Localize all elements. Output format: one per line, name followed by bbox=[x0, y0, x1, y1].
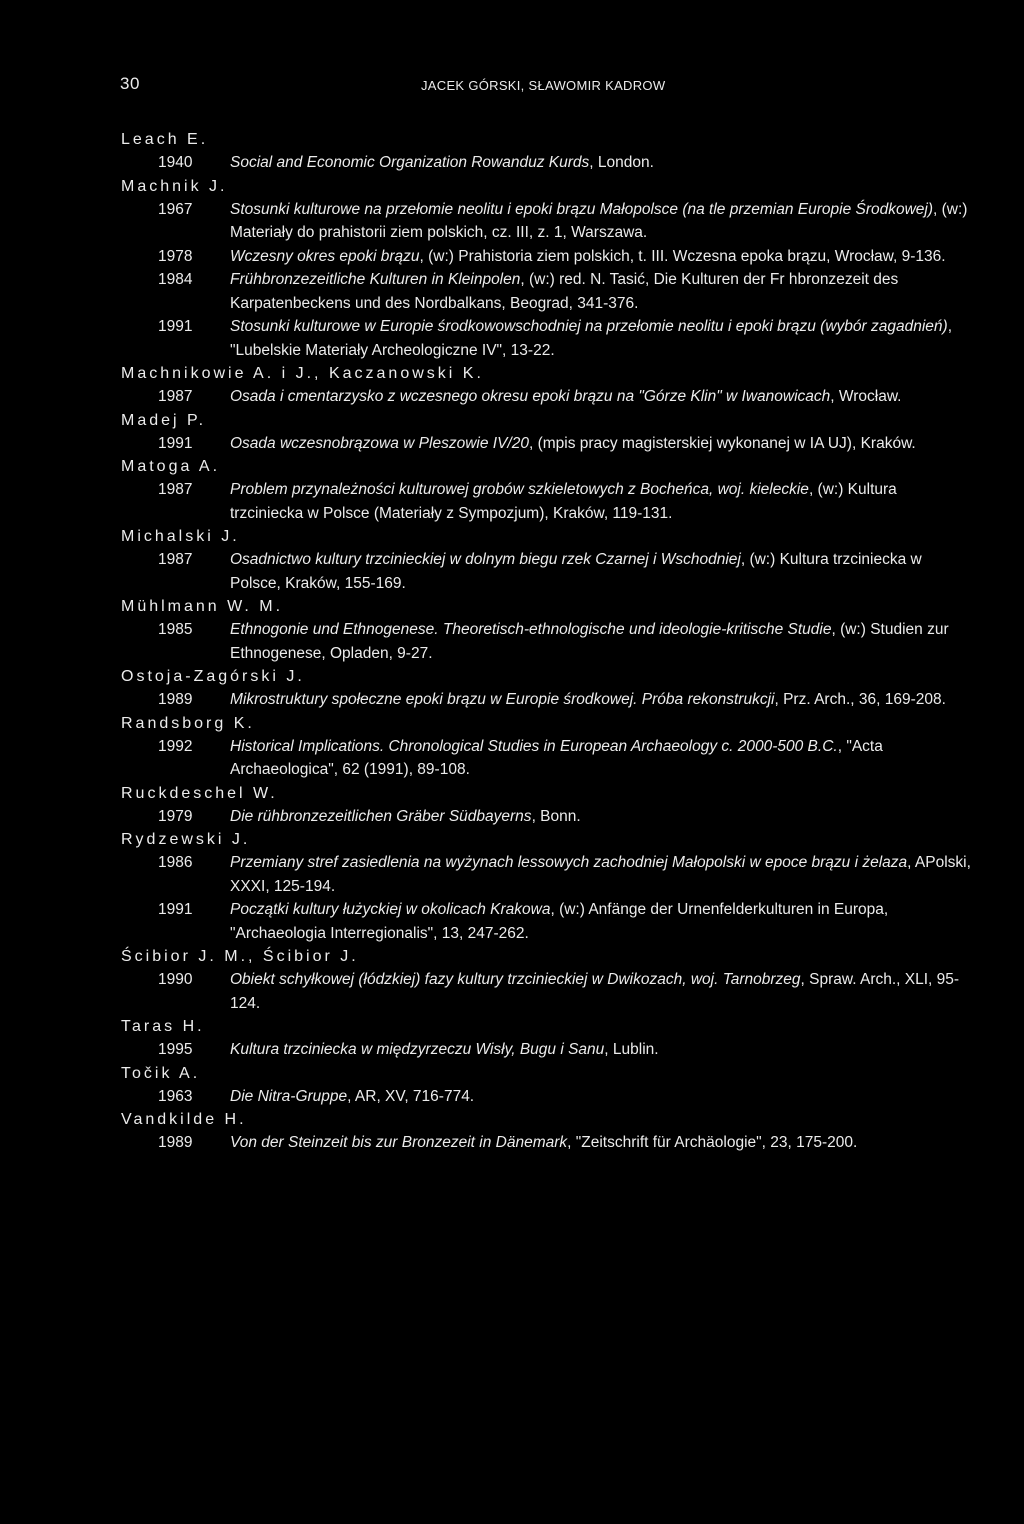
entry-title: Początki kultury łużyckiej w okolicach Krakowa bbox=[230, 901, 551, 918]
bib-author: Mühlmann W. M. bbox=[121, 598, 284, 615]
entry-year: 1989 bbox=[158, 1134, 193, 1151]
entry-text bbox=[230, 968, 971, 1015]
bib-author: Taras H. bbox=[121, 1018, 205, 1035]
entry-text bbox=[230, 245, 971, 269]
entry-year: 1940 bbox=[158, 154, 193, 171]
bib-author: Vandkilde H. bbox=[121, 1111, 247, 1128]
entry-text bbox=[230, 548, 971, 595]
entry-title: Kultura trzciniecka w międzyrzeczu Wisły, Bugu i Sanu bbox=[230, 1041, 605, 1058]
bib-author: Machnikowie A. i J., Kaczanowski K. bbox=[121, 365, 484, 382]
running-head: JACEK GÓRSKI, SŁAWOMIR KADROW bbox=[421, 78, 666, 93]
entry-title: Osada wczesnobrązowa w Pleszowie IV/20 bbox=[230, 434, 529, 452]
entry-text bbox=[230, 1131, 971, 1155]
bib-entry bbox=[121, 618, 971, 665]
bib-entry bbox=[121, 198, 971, 245]
bib-entry bbox=[121, 151, 971, 175]
entry-title: Stosunki kulturowe w Europie środkowowschodniej na przełomie neolitu i epoki brązu (wybór zagadnień) bbox=[230, 318, 948, 335]
entry-text bbox=[230, 851, 971, 898]
entry-year: 1992 bbox=[158, 737, 193, 755]
bib-entry bbox=[121, 548, 971, 595]
entry-year: 1989 bbox=[158, 691, 193, 708]
entry-title: Osadnictwo kultury trzcinieckiej w dolnym biegu rzek Czarnej i Wschodniej bbox=[230, 551, 741, 568]
bib-author: Madej P. bbox=[121, 411, 207, 429]
bib-entry bbox=[121, 1085, 971, 1109]
entry-year: 1987 bbox=[158, 551, 193, 568]
bibliography bbox=[121, 128, 971, 1155]
bib-author: Matoga A. bbox=[121, 458, 221, 475]
entry-details: , "Zeitschrift für Archäologie", 23, 175-200. bbox=[567, 1134, 858, 1151]
entry-text bbox=[230, 478, 971, 525]
entry-details: , London. bbox=[589, 154, 654, 171]
bib-author: Leach E. bbox=[121, 131, 209, 148]
bib-entry bbox=[121, 1038, 971, 1062]
bib-entry bbox=[121, 688, 971, 712]
entry-details: , "Lubelskie Materiały Archeologiczne IV", 13-22. bbox=[230, 318, 952, 359]
entry-title: Osada i cmentarzysko z wczesnego okresu epoki brązu na "Górze Klin" w Iwanowicach bbox=[230, 388, 831, 405]
bib-author: Rydzewski J. bbox=[121, 831, 251, 848]
entry-year: 1967 bbox=[158, 200, 193, 218]
entry-details: , (w:) Kultura trzciniecka w Polsce, Kraków, 155-169. bbox=[230, 551, 922, 592]
page-number: 30 bbox=[120, 74, 140, 93]
entry-text bbox=[230, 432, 971, 456]
entry-year: 1979 bbox=[158, 807, 193, 825]
entry-year: 1963 bbox=[158, 1087, 193, 1105]
entry-details: , Wrocław. bbox=[830, 388, 902, 405]
entry-title: Von der Steinzeit bis zur Bronzezeit in Dänemark bbox=[230, 1134, 568, 1151]
bib-entry bbox=[121, 1131, 971, 1155]
entry-title: Historical Implications. Chronological Studies in European Archaeology c. 2000-500 B.C. bbox=[230, 737, 838, 755]
entry-details: , (w:) Studien zur Ethnogenese, Opladen, 9-27. bbox=[230, 621, 949, 662]
entry-year: 1991 bbox=[158, 318, 193, 335]
entry-text bbox=[230, 805, 971, 829]
entry-title: Die Nitra-Gruppe bbox=[230, 1087, 348, 1105]
entry-text bbox=[230, 618, 971, 665]
entry-details: , (w:) Kultura trzciniecka w Polsce (Materiały z Sympozjum), Kraków, 119-131. bbox=[230, 481, 897, 522]
entry-details: , (w:) Materiały do prahistorii ziem polskich, cz. III, z. 1, Warszawa. bbox=[230, 200, 968, 241]
bib-entry bbox=[121, 805, 971, 829]
entry-text bbox=[230, 1085, 971, 1109]
entry-year: 1991 bbox=[158, 434, 193, 452]
bib-author: Ścibior J. M., Ścibior J. bbox=[121, 948, 359, 965]
entry-title: Stosunki kulturowe na przełomie neolitu i epoki brązu Małopolsce (na tle przemian Europie Środkowej) bbox=[230, 200, 934, 218]
bib-author: Randsborg K. bbox=[121, 714, 255, 732]
bib-author: Ruckdeschel W. bbox=[121, 784, 278, 802]
entry-text bbox=[230, 151, 971, 175]
entry-year: 1978 bbox=[158, 247, 193, 265]
bib-author: Machnik J. bbox=[121, 177, 228, 195]
entry-details: , (w:) Prahistoria ziem polskich, t. III. Wczesna epoka brązu, Wrocław, 9-136. bbox=[419, 247, 946, 265]
entry-details: , AR, XV, 716-774. bbox=[347, 1087, 475, 1105]
bib-entry bbox=[121, 478, 971, 525]
entry-title: Problem przynależności kulturowej grobów szkieletowych z Bocheńca, woj. kieleckie bbox=[230, 481, 809, 498]
entry-title: Frühbronzezeitliche Kulturen in Kleinpolen bbox=[230, 271, 521, 288]
entry-year: 1987 bbox=[158, 481, 193, 498]
entry-year: 1986 bbox=[158, 854, 193, 871]
entry-title: Ethnogonie und Ethnogenese. Theoretisch-ethnologische und ideologie-kritische Studie bbox=[230, 621, 832, 638]
bib-author: Michalski J. bbox=[121, 528, 240, 545]
entry-details: , APolski, XXXI, 125-194. bbox=[230, 854, 971, 895]
entry-text bbox=[230, 385, 971, 409]
entry-text bbox=[230, 688, 971, 712]
entry-year: 1984 bbox=[158, 271, 193, 288]
entry-year: 1987 bbox=[158, 388, 193, 405]
entry-details: , Bonn. bbox=[531, 807, 581, 825]
bib-entry bbox=[121, 432, 971, 456]
entry-details: , (w:) red. N. Tasić, Die Kulturen der Fr hbronzezeit des Karpatenbeckens und des Nordbalkans, Beograd, 341-376. bbox=[230, 271, 899, 312]
entry-year: 1995 bbox=[158, 1041, 193, 1058]
entry-year: 1990 bbox=[158, 971, 193, 988]
bib-entry bbox=[121, 735, 971, 782]
entry-details: , Lublin. bbox=[604, 1041, 659, 1058]
entry-text bbox=[230, 1038, 971, 1062]
entry-details: , (mpis pracy magisterskiej wykonanej w IA UJ), Kraków. bbox=[528, 434, 916, 452]
entry-title: Obiekt schyłkowej (łódzkiej) fazy kultury trzcinieckiej w Dwikozach, woj. Tarnobrzeg bbox=[230, 971, 801, 988]
bib-author: Ostoja-Zagórski J. bbox=[121, 668, 305, 685]
bib-entry bbox=[121, 898, 971, 945]
entry-details: , Prz. Arch., 36, 169-208. bbox=[774, 691, 946, 708]
entry-details: , (w:) Anfänge der Urnenfelderkulturen in Europa, "Archaeologia Interregionalis", 13, 247-262. bbox=[230, 901, 889, 942]
entry-title: Die rühbronzezeitlichen Gräber Südbayerns bbox=[230, 807, 532, 825]
bib-entry bbox=[121, 268, 971, 315]
entry-text bbox=[230, 898, 971, 945]
entry-title: Mikrostruktury społeczne epoki brązu w Europie środkowej. Próba rekonstrukcji bbox=[230, 691, 775, 708]
entry-year: 1985 bbox=[158, 621, 193, 638]
entry-year: 1991 bbox=[158, 901, 193, 918]
entry-title: Social and Economic Organization Rowanduz Kurds bbox=[230, 154, 590, 171]
bib-entry bbox=[121, 851, 971, 898]
bib-entry bbox=[121, 968, 971, 1015]
bib-entry bbox=[121, 245, 971, 269]
bib-entry bbox=[121, 385, 971, 409]
entry-text bbox=[230, 315, 971, 362]
entry-title: Przemiany stref zasiedlenia na wyżynach lessowych zachodniej Małopolski w epoce brązu i żelaza bbox=[230, 854, 908, 871]
entry-text bbox=[230, 198, 971, 245]
bib-entry bbox=[121, 315, 971, 362]
bib-author: Točik A. bbox=[121, 1064, 201, 1082]
entry-details: , "Acta Archaeologica", 62 (1991), 89-108. bbox=[230, 737, 883, 778]
entry-details: , Spraw. Arch., XLI, 95-124. bbox=[230, 971, 960, 1012]
entry-title: Wczesny okres epoki brązu bbox=[230, 247, 420, 265]
entry-text bbox=[230, 735, 971, 782]
entry-text bbox=[230, 268, 971, 315]
